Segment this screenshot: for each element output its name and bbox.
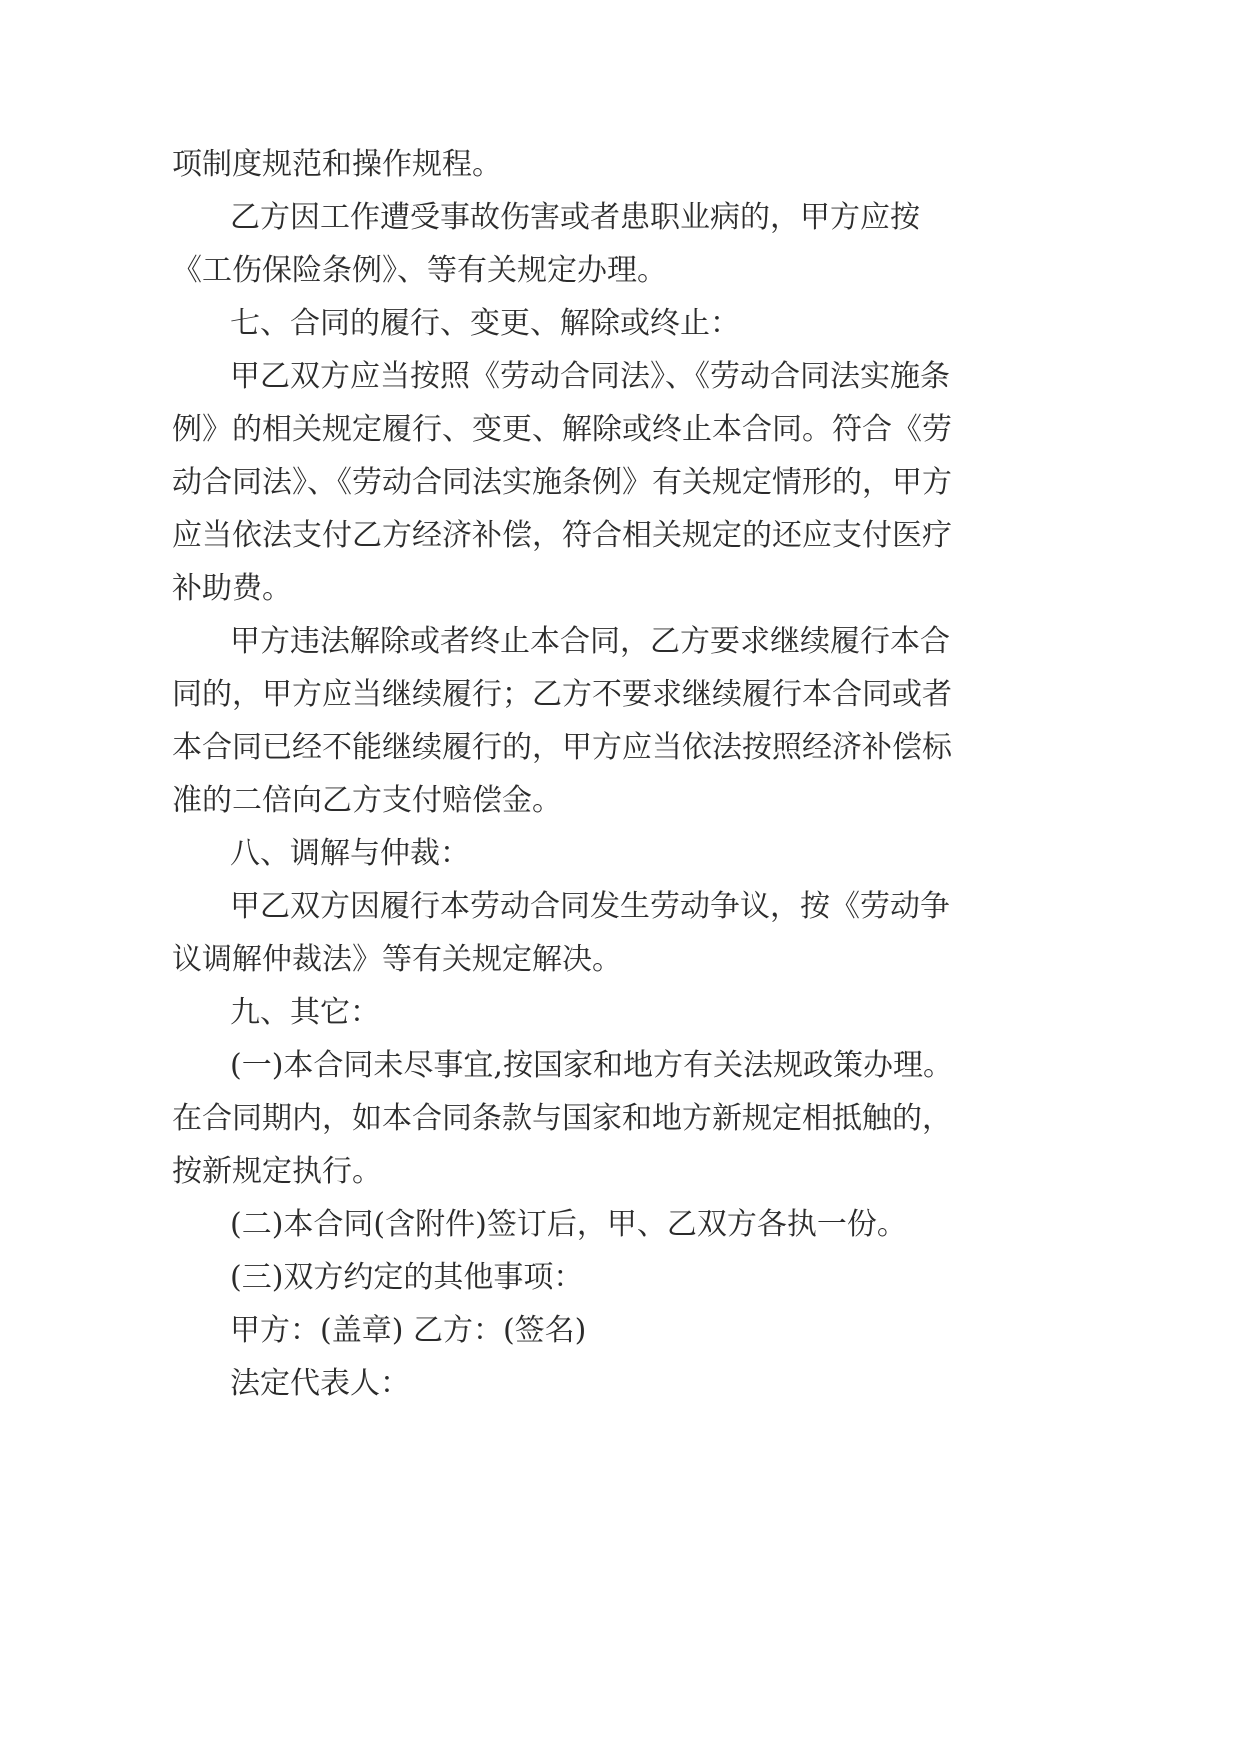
text-line-content: 甲乙双方因履行本劳动合同发生劳动争议，按《劳动争 [230, 889, 950, 924]
text-line [0, 883, 1241, 931]
text-line [0, 565, 1241, 613]
signature-line [0, 1360, 1241, 1408]
text-line-content: 甲方：(盖章) 乙方：(签名) [230, 1313, 587, 1348]
text-line-content: 议调解仲裁法》等有关规定解决。 [172, 942, 622, 977]
text-line [0, 671, 1241, 719]
text-line-content: 本合同已经不能继续履行的，甲方应当依法按照经济补偿标 [172, 730, 952, 765]
text-line [0, 724, 1241, 772]
text-line-content: 甲乙双方应当按照《劳动合同法》、《劳动合同法实施条 [230, 359, 950, 394]
text-line [0, 1148, 1241, 1196]
text-line [0, 936, 1241, 984]
signature-line [0, 1307, 1241, 1355]
section-heading [0, 989, 1241, 1037]
text-line [0, 1254, 1241, 1302]
text-line [0, 247, 1241, 295]
text-line-content: 乙方因工作遭受事故伤害或者患职业病的，甲方应按 [230, 200, 920, 235]
text-line [0, 1042, 1241, 1090]
text-line-content: 按新规定执行。 [172, 1154, 382, 1189]
text-line-content: 项制度规范和操作规程。 [172, 147, 502, 182]
text-line-content: 动合同法》、《劳动合同法实施条例》有关规定情形的，甲方 [172, 465, 952, 500]
text-line-content: 准的二倍向乙方支付赔偿金。 [172, 783, 562, 818]
text-line [0, 1201, 1241, 1249]
section-heading [0, 830, 1241, 878]
section-heading [0, 300, 1241, 348]
text-line-content: 甲方违法解除或者终止本合同，乙方要求继续履行本合 [230, 624, 950, 659]
text-line [0, 353, 1241, 401]
text-line [0, 777, 1241, 825]
text-line-content: 例》的相关规定履行、变更、解除或终止本合同。符合《劳 [172, 412, 952, 447]
text-line [0, 459, 1241, 507]
text-line [0, 141, 1241, 189]
text-line [0, 194, 1241, 242]
text-line-content: (三)双方约定的其他事项： [230, 1260, 584, 1295]
text-line [0, 512, 1241, 560]
text-line-content: 补助费。 [172, 571, 292, 606]
text-line [0, 406, 1241, 454]
text-line-content: 同的，甲方应当继续履行；乙方不要求继续履行本合同或者 [172, 677, 952, 712]
text-line-content: 《工伤保险条例》、等有关规定办理。 [172, 253, 667, 288]
text-line-content: 九、其它： [230, 995, 380, 1030]
text-line-content: 七、合同的履行、变更、解除或终止： [230, 306, 740, 341]
text-line-content: (一)本合同未尽事宜,按国家和地方有关法规政策办理。 [230, 1048, 953, 1083]
text-line-content: 法定代表人： [230, 1366, 410, 1401]
text-line [0, 1095, 1241, 1143]
text-line-content: 八、调解与仲裁： [230, 836, 470, 871]
text-line-content: 应当依法支付乙方经济补偿，符合相关规定的还应支付医疗 [172, 518, 952, 553]
text-line [0, 618, 1241, 666]
text-line-content: (二)本合同(含附件)签订后，甲、乙双方各执一份。 [230, 1207, 907, 1242]
text-line-content: 在合同期内，如本合同条款与国家和地方新规定相抵触的， [172, 1101, 952, 1136]
